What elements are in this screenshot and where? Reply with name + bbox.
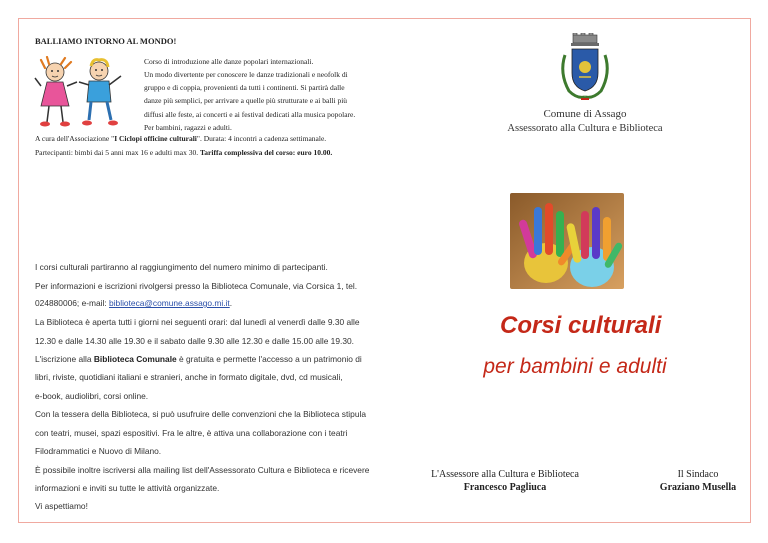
main-subtitle: per bambini e adulti xyxy=(483,355,667,378)
credit-prefix: A cura dell'Associazione " xyxy=(35,134,115,143)
library-name: Biblioteca Comunale xyxy=(93,354,177,364)
library-pre: L'iscrizione alla xyxy=(35,354,94,364)
assessore-name: Francesco Pagliuca xyxy=(463,482,547,493)
email-link[interactable]: biblioteca@comune.assago.mi.it xyxy=(109,298,230,308)
info-line xyxy=(35,354,362,364)
course-title: BALLIAMO INTORNO AL MONDO! xyxy=(35,36,177,46)
sindaco-name: Graziano Musella xyxy=(659,482,737,493)
course-credits xyxy=(35,134,326,143)
library-post: è gratuita e permette l'accesso a un patrimonio di xyxy=(176,354,362,364)
intro-line: Corso di introduzione alle danze popolari internazionali. xyxy=(144,57,314,66)
painted-hands-photo xyxy=(510,193,624,289)
contact-line xyxy=(35,298,232,308)
info-line: I corsi culturali partiranno al raggiungimento del numero minimo di partecipanti. xyxy=(35,262,328,272)
kid-right xyxy=(79,60,121,126)
info-line: e-book, audiolibri, corsi online. xyxy=(35,391,149,401)
intro-line: danze più semplici, per arrivare a quelle più strutturate e ai balli più xyxy=(144,96,348,105)
credit-suffix: ". Durata: 4 incontri a cadenza settimanale. xyxy=(196,134,327,143)
info-line: libri, riviste, quotidiani italiani e stranieri, anche in formato digitale, dvd, cd musicali, xyxy=(35,372,343,382)
info-line: Con la tessera della Biblioteca, si può usufruire delle convenzioni che la Biblioteca stipula xyxy=(35,409,367,419)
info-line: Filodrammatici e Nuovo di Milano. xyxy=(35,446,162,456)
info-line: Per informazioni e iscrizioni rivolgersi presso la Biblioteca Comunale, via Corsica 1, tel. xyxy=(35,281,358,291)
main-title: Corsi culturali xyxy=(500,312,662,339)
sindaco-role: Il Sindaco xyxy=(677,469,719,480)
participants-fee: Tariffa complessiva del corso: euro 10.00. xyxy=(199,148,333,157)
info-line: È possibile inoltre iscriversi alla mailing list dell'Assessorato Cultura e Biblioteca e ricevere xyxy=(35,465,370,475)
info-line: con teatri, musei, spazi espositivi. Fra le altre, è attiva una collaborazione con i teatri xyxy=(35,428,348,438)
credit-org: I Ciclopi officine culturali xyxy=(114,134,197,143)
comune-name: Comune di Assago xyxy=(543,108,627,120)
intro-line: Per bambini, ragazzi e adulti. xyxy=(144,123,232,132)
course-participants xyxy=(35,148,332,157)
dancing-kids-illustration xyxy=(33,56,129,130)
closing-line: Vi aspettiamo! xyxy=(35,501,88,511)
intro-line: diffusi alle feste, ai concerti e ai festival dedicati alla musica popolare. xyxy=(144,110,356,119)
intro-line: gruppo e di coppia, provenienti da tutti i continenti. Si partirà dalle xyxy=(144,83,345,92)
participants-text: Partecipanti: bimbi dai 5 anni max 16 e adulti max 30. xyxy=(35,148,200,157)
contact-end: . xyxy=(229,298,233,308)
info-line: 12.30 e dalle 14.30 alle 19.30 e il sabato dalle 9.30 alle 12.30 e dalle 15.00 alle 19.30. xyxy=(35,336,354,346)
coat-of-arms-icon xyxy=(555,33,615,103)
kid-left xyxy=(35,57,77,127)
assessorato-name: Assessorato alla Cultura e Biblioteca xyxy=(507,123,663,134)
info-line: informazioni e inviti su tutte le attività organizzate. xyxy=(35,483,220,493)
info-line: La Biblioteca è aperta tutti i giorni nei seguenti orari: dal lunedì al venerdì dalle 9.30 alle xyxy=(35,317,360,327)
phone-text: 024880006; e-mail: xyxy=(35,298,110,308)
intro-line: Un modo divertente per conoscere le danze tradizionali e neofolk di xyxy=(144,70,348,79)
assessore-role: L'Assessore alla Cultura e Biblioteca xyxy=(431,469,579,480)
